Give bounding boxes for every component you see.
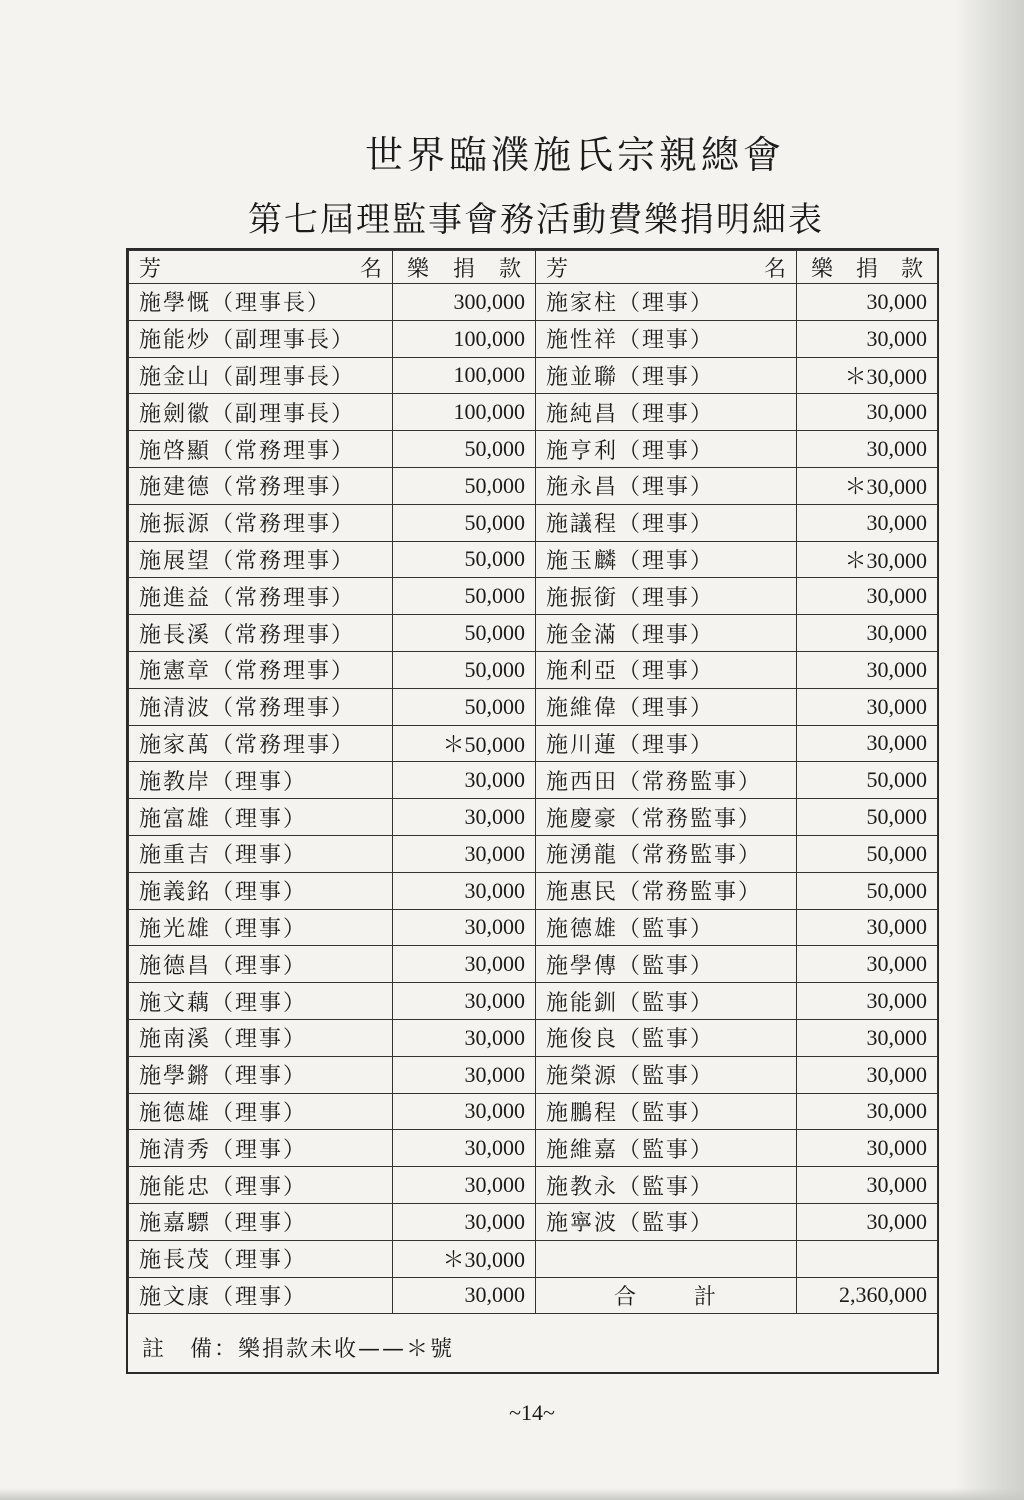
header-name-char-1: 芳	[139, 256, 162, 282]
table-row	[129, 394, 938, 431]
table-row	[129, 1093, 938, 1130]
table-row	[129, 467, 938, 504]
left-name-cell: 施教岸（理事）	[129, 762, 393, 799]
right-amount-cell: 30,000	[797, 651, 938, 688]
left-amount-cell: 300,000	[393, 284, 536, 321]
right-amount-cell: 30,000	[797, 284, 938, 321]
right-amount-cell: 50,000	[797, 835, 938, 872]
right-name-cell: 施榮源（監事）	[536, 1056, 797, 1093]
left-amount-cell: ＊30,000	[393, 1240, 536, 1277]
footnote: 註 備：樂捐款未收——＊號	[142, 1337, 455, 1362]
right-amount-cell: 50,000	[797, 799, 938, 836]
left-name-cell: 施能炒（副理事長）	[129, 320, 393, 357]
right-amount-cell: 30,000	[797, 909, 938, 946]
left-amount-cell: 100,000	[393, 320, 536, 357]
right-amount-cell: 30,000	[797, 983, 938, 1020]
table-row	[129, 909, 938, 946]
right-name-cell: 施教永（監事）	[536, 1167, 797, 1204]
header-amount-char-1: 樂	[811, 256, 834, 282]
left-name-cell: 施清波（常務理事）	[129, 688, 393, 725]
table-row	[129, 504, 938, 541]
right-name-cell: 施並聯（理事）	[536, 357, 797, 394]
left-amount-cell: 30,000	[393, 909, 536, 946]
right-amount-cell: 30,000	[797, 1130, 938, 1167]
table-row	[129, 762, 938, 799]
left-name-cell: 施義銘（理事）	[129, 872, 393, 909]
right-name-cell: 施慶豪（常務監事）	[536, 799, 797, 836]
header-amount-char-3: 款	[900, 256, 923, 282]
right-name-cell: 施西田（常務監事）	[536, 762, 797, 799]
table-row	[129, 983, 938, 1020]
left-name-cell: 施劍徽（副理事長）	[129, 394, 393, 431]
left-name-cell: 施德雄（理事）	[129, 1093, 393, 1130]
right-amount-cell: 30,000	[797, 578, 938, 615]
right-name-cell: 施能釧（監事）	[536, 983, 797, 1020]
left-amount-cell: 100,000	[393, 357, 536, 394]
right-name-cell: 施學傳（監事）	[536, 946, 797, 983]
left-name-cell: 施光雄（理事）	[129, 909, 393, 946]
left-name-cell: 施文藕（理事）	[129, 983, 393, 1020]
donation-table	[128, 250, 938, 1314]
left-amount-cell: 50,000	[393, 467, 536, 504]
table-row	[129, 615, 938, 652]
left-name-cell: 施長茂（理事）	[129, 1240, 393, 1277]
left-amount-cell: 30,000	[393, 1130, 536, 1167]
right-amount-cell: 30,000	[797, 688, 938, 725]
right-name-cell: 施議程（理事）	[536, 504, 797, 541]
header-amount-left	[393, 251, 536, 284]
table-row	[129, 725, 938, 762]
right-amount-cell: 50,000	[797, 872, 938, 909]
table-row	[129, 872, 938, 909]
right-name-cell: 施利亞（理事）	[536, 651, 797, 688]
header-amount-char-2: 捐	[452, 256, 475, 282]
left-name-cell: 施振源（常務理事）	[129, 504, 393, 541]
right-name-cell: 施純昌（理事）	[536, 394, 797, 431]
right-amount-cell: 30,000	[797, 320, 938, 357]
header-amount-char-2: 捐	[855, 256, 878, 282]
header-amount-char-3: 款	[498, 256, 521, 282]
left-name-cell: 施重吉（理事）	[129, 835, 393, 872]
donation-table-frame	[126, 248, 939, 1374]
left-name-cell: 施學慨（理事長）	[129, 284, 393, 321]
right-name-cell: 施德雄（監事）	[536, 909, 797, 946]
right-amount-cell: 30,000	[797, 394, 938, 431]
left-amount-cell: 30,000	[393, 799, 536, 836]
left-name-cell: 施德昌（理事）	[129, 946, 393, 983]
right-name-cell: 施惠民（常務監事）	[536, 872, 797, 909]
left-name-cell: 施清秀（理事）	[129, 1130, 393, 1167]
left-name-cell: 施展望（常務理事）	[129, 541, 393, 578]
left-name-cell: 施進益（常務理事）	[129, 578, 393, 615]
table-row	[129, 541, 938, 578]
header-name-char-2: 名	[359, 256, 382, 282]
left-amount-cell: 50,000	[393, 688, 536, 725]
left-name-cell: 施金山（副理事長）	[129, 357, 393, 394]
left-amount-cell: 30,000	[393, 1019, 536, 1056]
left-amount-cell: 30,000	[393, 1167, 536, 1204]
right-name-cell: 施寧波（監事）	[536, 1203, 797, 1240]
header-amount-char-1: 樂	[407, 256, 430, 282]
right-amount-cell: 30,000	[797, 946, 938, 983]
table-row	[129, 357, 938, 394]
left-name-cell: 施富雄（理事）	[129, 799, 393, 836]
left-name-cell: 施建德（常務理事）	[129, 467, 393, 504]
table-row	[129, 431, 938, 468]
left-name-cell: 施啓顯（常務理事）	[129, 431, 393, 468]
table-row	[129, 1056, 938, 1093]
table-row	[129, 1203, 938, 1240]
left-amount-cell: 100,000	[393, 394, 536, 431]
right-amount-cell: 30,000	[797, 1203, 938, 1240]
right-name-cell: 施家柱（理事）	[536, 284, 797, 321]
left-amount-cell: 50,000	[393, 578, 536, 615]
table-row	[129, 284, 938, 321]
left-amount-cell: 30,000	[393, 983, 536, 1020]
right-name-cell: 施性祥（理事）	[536, 320, 797, 357]
right-amount-cell: ＊30,000	[797, 541, 938, 578]
document-title: 世界臨濮施氏宗親總會	[364, 133, 785, 177]
right-amount-cell: 30,000	[797, 431, 938, 468]
left-amount-cell: 50,000	[393, 431, 536, 468]
left-amount-cell: 30,000	[393, 762, 536, 799]
right-name-cell: 施亨利（理事）	[536, 431, 797, 468]
table-row	[129, 1240, 938, 1277]
left-amount-cell: 30,000	[393, 835, 536, 872]
right-amount-cell: ＊30,000	[797, 357, 938, 394]
right-name-cell: 施金滿（理事）	[536, 615, 797, 652]
left-name-cell: 施能忠（理事）	[129, 1167, 393, 1204]
table-row	[129, 1277, 938, 1314]
total-label-char: 合	[613, 1284, 638, 1310]
table-row	[129, 651, 938, 688]
left-name-cell: 施長溪（常務理事）	[129, 615, 393, 652]
right-name-cell: 施川蓮（理事）	[536, 725, 797, 762]
left-name-cell: 施家萬（常務理事）	[129, 725, 393, 762]
right-name-cell: 施維嘉（監事）	[536, 1130, 797, 1167]
right-amount-cell: ＊30,000	[797, 467, 938, 504]
right-name-cell: 施維偉（理事）	[536, 688, 797, 725]
right-name-cell	[536, 1240, 797, 1277]
document-subtitle: 第七屆理監事會務活動費樂捐明細表	[248, 200, 824, 240]
header-amount-right	[797, 251, 938, 284]
left-amount-cell: 50,000	[393, 651, 536, 688]
left-amount-cell: 30,000	[393, 1277, 536, 1314]
header-name-char-1: 芳	[546, 256, 569, 282]
left-amount-cell: 30,000	[393, 872, 536, 909]
left-name-cell: 施學鏘（理事）	[129, 1056, 393, 1093]
donation-table-body	[129, 251, 938, 1314]
right-name-cell: 施玉麟（理事）	[536, 541, 797, 578]
table-row	[129, 835, 938, 872]
right-amount-cell: 30,000	[797, 725, 938, 762]
left-amount-cell: 30,000	[393, 946, 536, 983]
right-amount-cell: 30,000	[797, 1093, 938, 1130]
total-label-cell	[536, 1277, 797, 1314]
page-number: ~14~	[509, 1400, 555, 1425]
right-amount-cell: 30,000	[797, 615, 938, 652]
header-name-char-2: 名	[763, 256, 786, 282]
left-amount-cell: 30,000	[393, 1203, 536, 1240]
table-header-row	[129, 251, 938, 284]
table-row	[129, 1019, 938, 1056]
left-name-cell: 施文康（理事）	[129, 1277, 393, 1314]
table-row	[129, 320, 938, 357]
right-amount-cell	[797, 1240, 938, 1277]
header-name-left	[129, 251, 393, 284]
header-name-right	[536, 251, 797, 284]
table-row	[129, 1167, 938, 1204]
left-name-cell: 施南溪（理事）	[129, 1019, 393, 1056]
left-amount-cell: 30,000	[393, 1093, 536, 1130]
right-amount-cell: 50,000	[797, 762, 938, 799]
table-row	[129, 799, 938, 836]
total-amount-cell: 2,360,000	[797, 1277, 938, 1314]
left-name-cell: 施嘉驃（理事）	[129, 1203, 393, 1240]
page-bottom-edge	[0, 1488, 1024, 1500]
right-amount-cell: 30,000	[797, 504, 938, 541]
left-amount-cell: ＊50,000	[393, 725, 536, 762]
right-name-cell: 施永昌（理事）	[536, 467, 797, 504]
right-name-cell: 施湧龍（常務監事）	[536, 835, 797, 872]
right-amount-cell: 30,000	[797, 1019, 938, 1056]
table-row	[129, 1130, 938, 1167]
left-amount-cell: 50,000	[393, 541, 536, 578]
right-name-cell: 施俊良（監事）	[536, 1019, 797, 1056]
right-name-cell: 施鵬程（監事）	[536, 1093, 797, 1130]
table-row	[129, 578, 938, 615]
right-name-cell: 施振銜（理事）	[536, 578, 797, 615]
left-amount-cell: 30,000	[393, 1056, 536, 1093]
left-amount-cell: 50,000	[393, 504, 536, 541]
table-row	[129, 946, 938, 983]
left-amount-cell: 50,000	[393, 615, 536, 652]
table-row	[129, 688, 938, 725]
total-label-char: 計	[693, 1284, 718, 1310]
right-amount-cell: 30,000	[797, 1056, 938, 1093]
right-amount-cell: 30,000	[797, 1167, 938, 1204]
left-name-cell: 施憲章（常務理事）	[129, 651, 393, 688]
